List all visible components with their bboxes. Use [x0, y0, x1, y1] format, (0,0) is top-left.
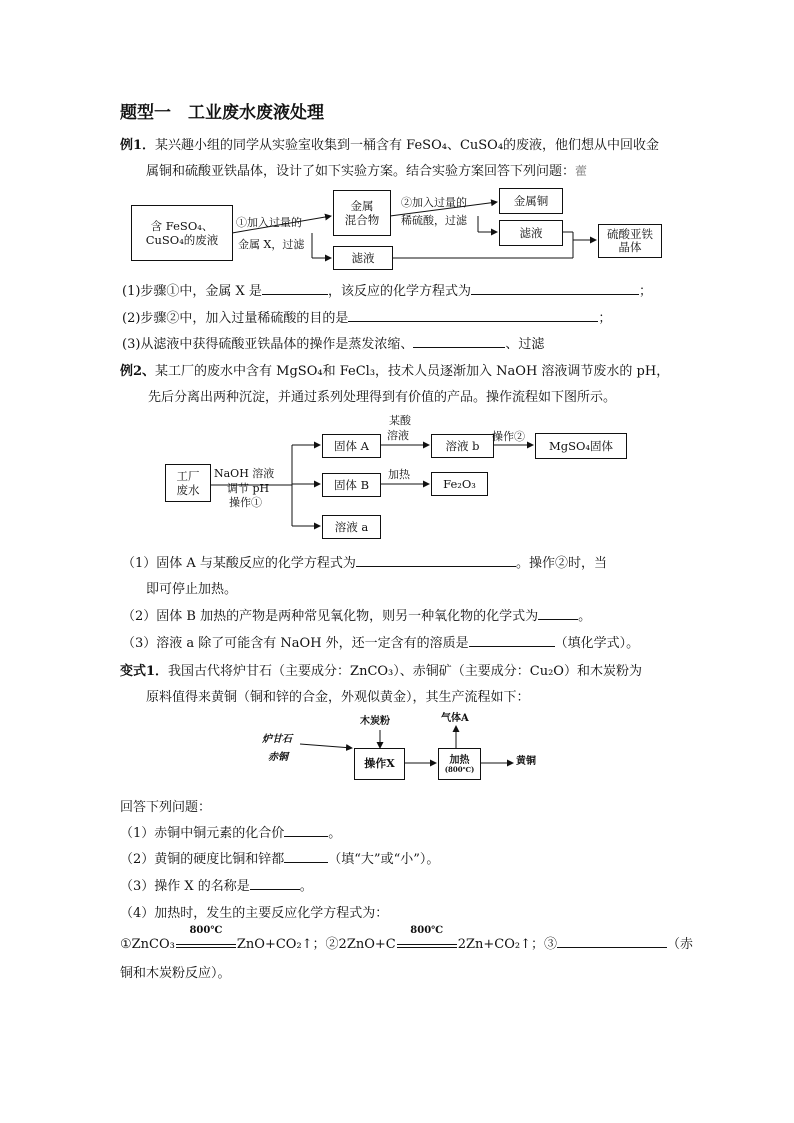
operation2-label: 操作②: [492, 430, 525, 443]
equation-middle: ZnO+CO₂↑；②2ZnO+C: [236, 937, 396, 952]
operation1-label: 操作①: [229, 496, 262, 509]
solution-a-box: 溶液 a: [322, 515, 381, 539]
variant1-question2: [120, 848, 439, 867]
waste-liquid-label: 含 FeSO₄、CuSO₄的废液: [145, 218, 219, 247]
page-title: 题型一 工业废水废液处理: [120, 103, 324, 123]
calamine-label: 炉甘石: [262, 734, 292, 745]
step2-label-a: ②加入过量的: [401, 196, 467, 209]
example1-text2: 属铜和硫酸亚铁晶体，设计了如下实验方案。结合实验方案回答下列问题：: [146, 164, 576, 179]
answer-blank[interactable]: [348, 310, 598, 322]
cuprite-label: 赤铜: [268, 752, 288, 763]
variant1-question1: [120, 822, 341, 841]
step1-label-b: 金属 X，过滤: [238, 238, 305, 251]
example1-question1: [122, 280, 652, 299]
example1-question2: [122, 307, 611, 326]
mgso4-solid-box: MgSO₄固体: [535, 433, 627, 459]
step2-label-b: 稀硫酸，过滤: [401, 214, 467, 227]
solid-a-box: 固体 A: [322, 434, 381, 458]
e2q3-text-a: （3）溶液 a 除了可能含有 NaOH 外，还一定含有的溶质是: [122, 636, 469, 651]
q1-text-a: (1)步骤①中，金属 X 是: [122, 284, 262, 299]
equation1-left: ①ZnCO₃: [120, 937, 175, 952]
v1q2-text-a: （2）黄铜的硬度比铜和锌都: [120, 852, 285, 867]
e2q2-text-a: （2）固体 B 加热的产物是两种常见氧化物，则另一种氧化物的化学式为: [122, 609, 539, 624]
variant1-label: 变式1．: [120, 664, 169, 679]
acid-label-b: 溶液: [387, 429, 409, 442]
example2-question1: [122, 552, 607, 571]
example2-label: 例2、: [120, 364, 156, 379]
answer-blank[interactable]: [469, 635, 555, 647]
e2q3-text-b: （填化学式）。: [554, 636, 640, 651]
example2-question2: [122, 605, 591, 624]
reaction-condition-mark: [397, 925, 457, 948]
copper-box: 金属铜: [499, 188, 563, 214]
filtrate2-box: 滤液: [499, 220, 563, 246]
answer-blank[interactable]: [356, 555, 516, 567]
example2-line1: [120, 360, 669, 379]
q1-text-b: ，该反应的化学方程式为: [327, 284, 471, 299]
operation-x-box: 操作X: [354, 748, 405, 780]
ferrous-sulfate-crystal-label: 硫酸亚铁晶体: [607, 227, 653, 254]
metal-mixture-label-a: 金属: [350, 198, 374, 213]
example1-text1: 某兴趣小组的同学从实验室收集到一桶含有 FeSO₄、CuSO₄的废液，他们想从中回收金: [155, 138, 660, 153]
brass-label: 黄铜: [516, 756, 536, 767]
acid-label-a: 某酸: [389, 414, 411, 427]
variant1-question4: （4）加热时，发生的主要反应化学方程式为：: [120, 906, 389, 921]
answer-blank[interactable]: [284, 825, 328, 837]
solution-b-box: 溶液 b: [431, 434, 494, 458]
gas-a-label: 气体A: [441, 713, 469, 724]
example2-text1: 某工厂的废水中含有 MgSO₄和 FeCl₃，技术人员逐渐加入 NaOH 溶液调节废水的 pH，: [155, 364, 670, 379]
equation3-tail: （赤: [667, 937, 694, 952]
variant1-line2: 原料值得来黄铜（铜和锌的合金，外观似黄金），其生产流程如下：: [146, 690, 530, 705]
variant1-text1: 我国古代将炉甘石（主要成分：ZnCO₃）、赤铜矿（主要成分：Cu₂O）和木炭粉为: [168, 664, 642, 679]
solid-b-box: 固体 B: [322, 473, 381, 497]
variant1-intro: 回答下列问题：: [120, 800, 212, 815]
filtrate1-box: 滤液: [333, 246, 393, 270]
heating-temp: (800℃): [444, 764, 475, 774]
example1-question3: [122, 333, 544, 352]
e2q2-text-b: 。: [578, 609, 592, 624]
answer-blank[interactable]: [557, 936, 667, 948]
reaction-condition-mark: [176, 925, 236, 948]
v1q1-text-a: （1）赤铜中铜元素的化合价: [120, 826, 285, 841]
variant1-equations: [120, 925, 694, 952]
charcoal-label: 木炭粉: [360, 716, 390, 727]
q1-end: ；: [638, 284, 652, 299]
example2-line2: 先后分离出两种沉淀，并通过系列处理得到有价值的产品。操作流程如下图所示。: [148, 390, 617, 405]
heating-box: [438, 748, 481, 780]
example2-question3: [122, 632, 639, 651]
answer-blank[interactable]: [413, 336, 505, 348]
q3-text-b: 、过滤: [505, 337, 545, 352]
naoh-label: NaOH 溶液: [214, 467, 275, 480]
e2q1-text-b: 。操作②时，当: [515, 556, 607, 571]
answer-blank[interactable]: [262, 283, 328, 295]
v1q1-text-b: 。: [328, 826, 342, 841]
ph-label: 调节 pH: [227, 482, 270, 495]
v1q2-text-b: （填“大”或“小”）。: [328, 852, 440, 867]
reaction-condition-2: 800℃: [410, 925, 444, 936]
step1-label-a: ①加入过量的: [236, 216, 302, 229]
v1q3-text-b: 。: [299, 879, 313, 894]
fe2o3-box: Fe₂O₃: [431, 472, 488, 496]
example1-stray-char: 藿: [575, 164, 588, 178]
variant1-last-line: 铜和木炭粉反应）。: [120, 966, 231, 981]
answer-blank[interactable]: [538, 608, 578, 620]
q2-end: ；: [598, 311, 612, 326]
answer-blank[interactable]: [284, 851, 328, 863]
e2q1-text-a: （1）固体 A 与某酸反应的化学方程式为: [122, 556, 356, 571]
variant1-line1: [120, 660, 642, 679]
heating-label: 加热: [449, 754, 470, 766]
reaction-condition-1: 800℃: [189, 925, 223, 936]
metal-mixture-box: [333, 190, 391, 236]
metal-mixture-label-b: 混合物: [344, 213, 380, 227]
example2-question1-cont: 即可停止加热。: [146, 582, 238, 597]
v1q3-text-a: （3）操作 X 的名称是: [120, 879, 250, 894]
answer-blank[interactable]: [250, 878, 300, 890]
ferrous-sulfate-crystal-box: [598, 224, 662, 258]
q2-text: (2)步骤②中，加入过量稀硫酸的目的是: [122, 311, 349, 326]
heat-label: 加热: [388, 468, 410, 481]
factory-wastewater-box: [165, 464, 211, 502]
variant1-question3: [120, 875, 313, 894]
q3-text-a: (3)从滤液中获得硫酸亚铁晶体的操作是蒸发浓缩、: [122, 337, 414, 352]
answer-blank[interactable]: [471, 283, 639, 295]
example1-label: 例1．: [120, 138, 156, 153]
equation2-right: 2Zn+CO₂↑；③: [457, 937, 558, 952]
factory-wastewater-label: 工厂废水: [176, 468, 200, 497]
waste-liquid-box: [131, 205, 233, 261]
